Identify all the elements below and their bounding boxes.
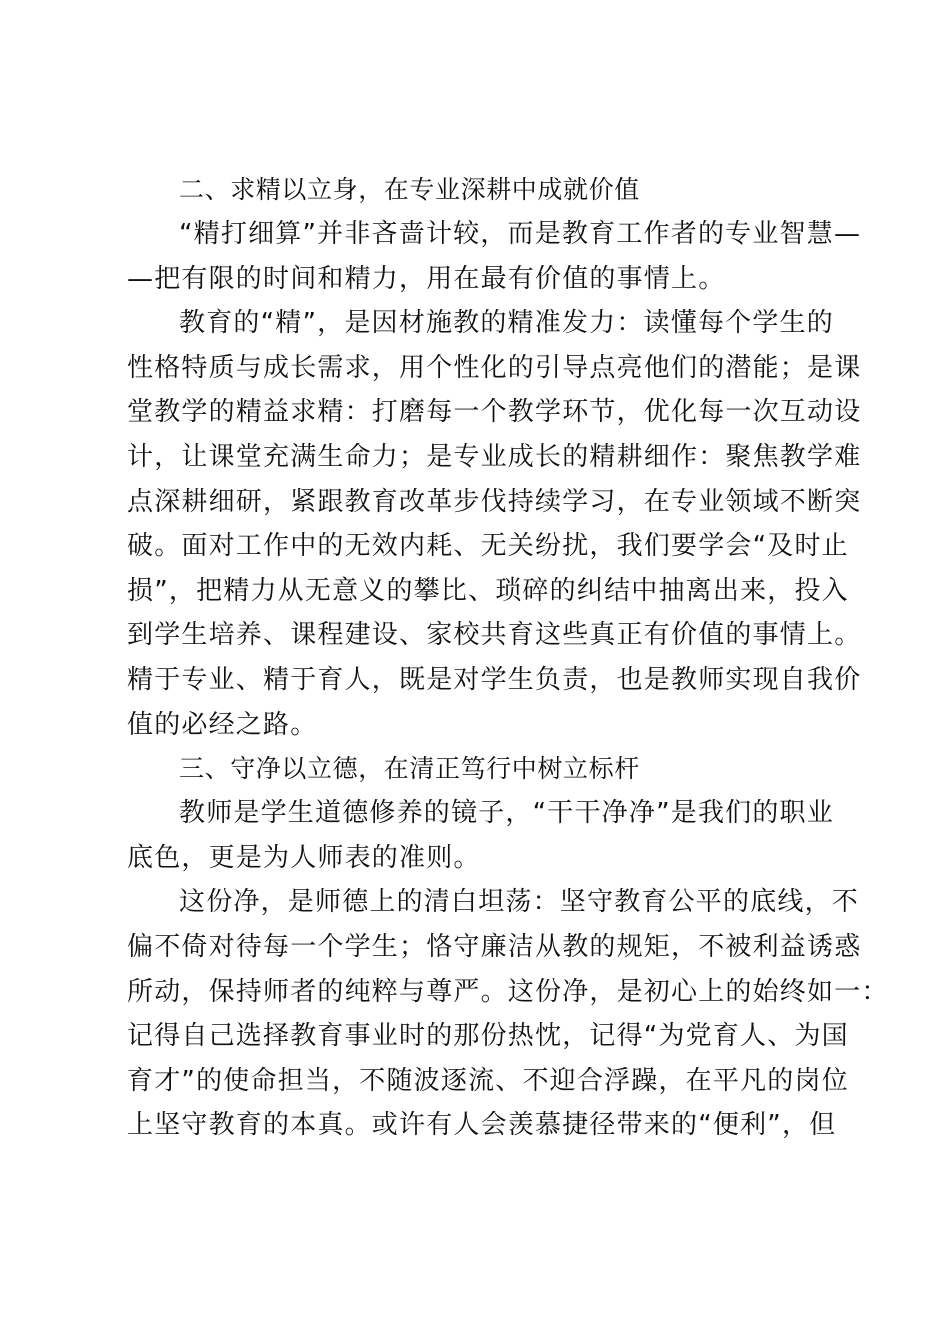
paragraph-precision-detail <box>127 301 862 747</box>
text-line: 计，让课堂充满生命力；是专业成长的精耕细作：聚焦教学难 <box>127 441 862 472</box>
document-body <box>127 168 889 1148</box>
text-line: 性格特质与成长需求，用个性化的引导点亮他们的潜能；是课 <box>127 352 862 383</box>
text-line: —把有限的时间和精力，用在最有价值的事情上。 <box>127 263 726 294</box>
text-line: 育才”的使命担当，不随波逐流、不迎合浮躁，在平凡的岗位 <box>127 1065 849 1096</box>
text-line: 偏不倚对待每一个学生；恪守廉洁从教的规矩，不被利益诱惑 <box>127 931 862 962</box>
paragraph-integrity-detail <box>127 880 889 1148</box>
text-line: 点深耕细研，紧跟教育改革步伐持续学习，在专业领域不断突 <box>127 486 862 517</box>
paragraph-integrity-definition <box>127 791 833 880</box>
text-line: 损”，把精力从无意义的攀比、琐碎的纠结中抽离出来，投入 <box>127 575 849 606</box>
text-line: 值的必经之路。 <box>127 709 318 740</box>
paragraph-precision-definition <box>127 212 862 301</box>
text-line: 教师是学生道德修养的镜子，“干干净净”是我们的职业 <box>179 798 834 829</box>
text-line: 破。面对工作中的无效内耗、无关纷扰，我们要学会“及时止 <box>127 531 849 562</box>
text-line: 上坚守教育的本真。或许有人会羡慕捷径带来的“便利”，但 <box>127 1110 837 1141</box>
text-line: 所动，保持师者的纯粹与尊严。这份净，是初心上的始终如一： <box>127 976 889 1007</box>
text-line: 堂教学的精益求精：打磨每一个教学环节，优化每一次互动设 <box>127 397 862 428</box>
text-line: 这份净，是师德上的清白坦荡：坚守教育公平的底线，不 <box>179 887 860 918</box>
text-line: 记得自己选择教育事业时的那份热忱，记得“为党育人、为国 <box>127 1021 849 1052</box>
text-line: “精打细算”并非吝啬计较，而是教育工作者的专业智慧— <box>179 219 862 249</box>
text-line: 精于专业、精于育人，既是对学生负责，也是教师实现自我价 <box>127 664 862 695</box>
section-heading-3: 三、守净以立德，在清正笃行中树立标杆 <box>179 754 640 784</box>
text-line: 底色，更是为人师表的准则。 <box>127 842 481 873</box>
text-line: 到学生培养、课程建设、家校共育这些真正有价值的事情上。 <box>127 620 862 651</box>
text-line: 教育的“精”，是因材施教的精准发力：读懂每个学生的 <box>179 308 834 339</box>
section-heading-2: 二、求精以立身，在专业深耕中成就价值 <box>179 175 640 204</box>
